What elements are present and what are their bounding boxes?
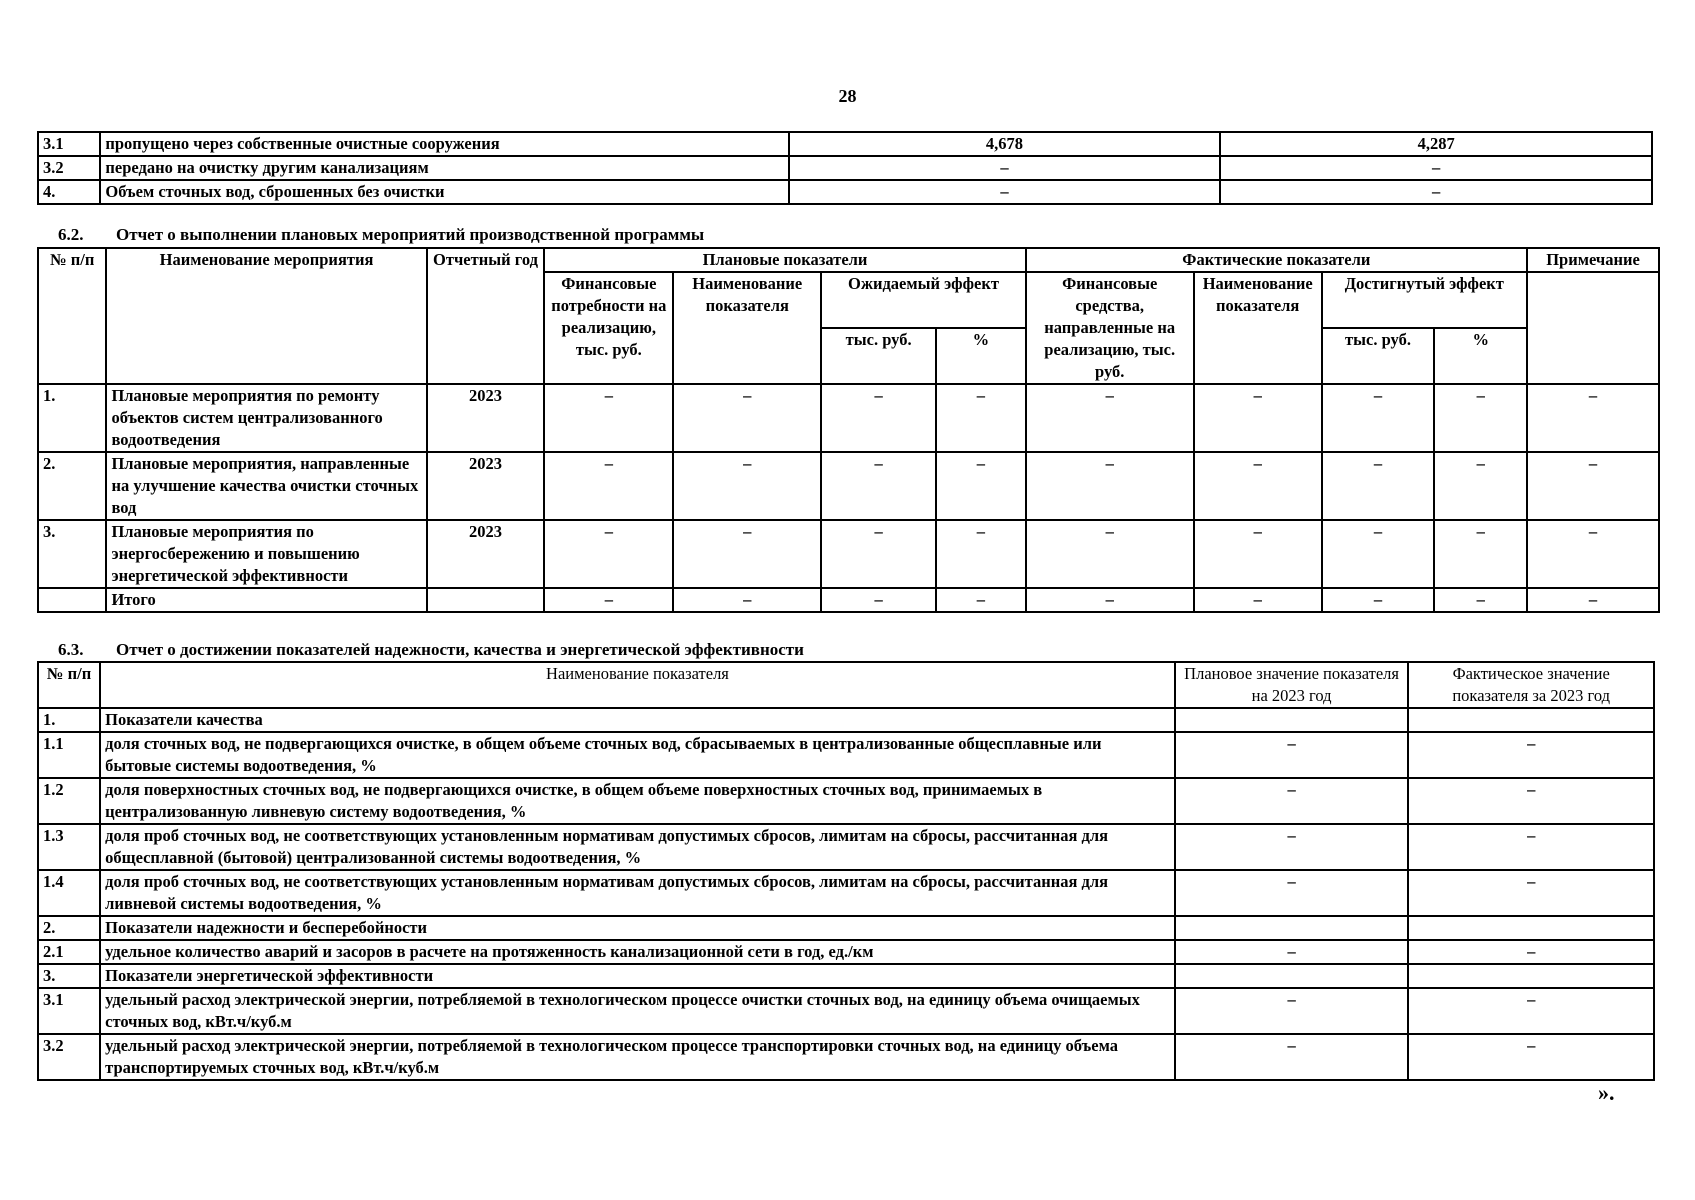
header-planned: Плановые показатели xyxy=(544,248,1025,272)
indicator-name: Показатели качества xyxy=(100,708,1175,732)
header-note: Примечание xyxy=(1527,248,1659,272)
table-row xyxy=(38,824,1654,870)
indicator-actual: – xyxy=(1408,824,1654,870)
activity-cell: – xyxy=(936,452,1026,520)
table-row xyxy=(38,916,1654,940)
indicator-number: 2.1 xyxy=(38,940,100,964)
total-cell: – xyxy=(1026,588,1194,612)
activity-cell: – xyxy=(1322,452,1435,520)
section-62-title-text: Отчет о выполнении плановых мероприятий производственной программы xyxy=(116,225,705,244)
row-name: передано на очистку другим канализациям xyxy=(100,156,788,180)
total-row xyxy=(38,588,1659,612)
activity-cell: – xyxy=(1194,384,1322,452)
activity-cell: – xyxy=(1026,520,1194,588)
indicator-actual xyxy=(1408,964,1654,988)
activity-cell: – xyxy=(673,384,821,452)
activity-name: Плановые мероприятия по ремонту объектов систем централизованного водоотведения xyxy=(106,384,426,452)
indicator-name: Показатели энергетической эффективности xyxy=(100,964,1175,988)
activity-number: 1. xyxy=(38,384,106,452)
activity-year: 2023 xyxy=(427,384,545,452)
row-value-2: 4,287 xyxy=(1220,132,1652,156)
table-row xyxy=(38,964,1654,988)
indicator-planned: – xyxy=(1175,824,1409,870)
table-row xyxy=(38,156,1652,180)
activity-cell: – xyxy=(1322,520,1435,588)
closing-mark: ». xyxy=(1598,1080,1615,1105)
activity-number: 2. xyxy=(38,452,106,520)
activity-year: 2023 xyxy=(427,452,545,520)
row-value-1: – xyxy=(789,180,1221,204)
indicator-actual: – xyxy=(1408,732,1654,778)
header-num-63: № п/п xyxy=(38,662,100,708)
row-value-2: – xyxy=(1220,156,1652,180)
section-63-title-text: Отчет о достижении показателей надежности, качества и энергетической эффективности xyxy=(116,640,804,659)
indicator-number: 3. xyxy=(38,964,100,988)
indicator-number: 1. xyxy=(38,708,100,732)
indicator-planned xyxy=(1175,708,1409,732)
activity-cell: – xyxy=(821,452,936,520)
table-row xyxy=(38,988,1654,1034)
header-activity-name: Наименование мероприятия xyxy=(106,248,426,384)
indicator-actual: – xyxy=(1408,778,1654,824)
activity-cell: – xyxy=(1527,452,1659,520)
section-63-number: 6.3. xyxy=(58,640,84,659)
table-row xyxy=(38,732,1654,778)
header-indicator-name: Наименование показателя xyxy=(100,662,1175,708)
activity-cell: – xyxy=(1322,384,1435,452)
row-name: пропущено через собственные очистные сооружения xyxy=(100,132,788,156)
page-number: 28 xyxy=(838,86,857,106)
total-cell: – xyxy=(936,588,1026,612)
header-actual-value: Фактическое значение показателя за 2023 год xyxy=(1408,662,1654,708)
indicator-actual xyxy=(1408,708,1654,732)
indicator-actual: – xyxy=(1408,988,1654,1034)
activity-cell: – xyxy=(1434,384,1527,452)
planned-activities-table xyxy=(37,247,1660,613)
activity-cell: – xyxy=(673,520,821,588)
top-table xyxy=(37,131,1653,205)
indicator-number: 3.1 xyxy=(38,988,100,1034)
indicator-number: 1.3 xyxy=(38,824,100,870)
indicator-planned: – xyxy=(1175,1034,1409,1080)
indicator-number: 3.2 xyxy=(38,1034,100,1080)
table-row xyxy=(38,180,1652,204)
header-thousand-rub-2: тыс. руб. xyxy=(1322,328,1435,384)
activity-cell: – xyxy=(1026,384,1194,452)
header-achieved-effect: Достигнутый эффект xyxy=(1322,272,1527,328)
activity-cell: – xyxy=(673,452,821,520)
indicator-name: доля сточных вод, не подвергающихся очистке, в общем объеме сточных вод, сбрасываемых в централизованные общесплавные или бытовые системы водоотведения, % xyxy=(100,732,1175,778)
indicator-planned xyxy=(1175,964,1409,988)
indicator-number: 1.2 xyxy=(38,778,100,824)
table-row xyxy=(38,452,1659,520)
total-cell: – xyxy=(673,588,821,612)
section-62-title xyxy=(58,225,704,245)
total-label: Итого xyxy=(106,588,426,612)
total-year-empty xyxy=(427,588,545,612)
activity-cell: – xyxy=(1527,384,1659,452)
row-number: 3.1 xyxy=(38,132,100,156)
table-row xyxy=(38,1034,1654,1080)
total-cell: – xyxy=(1194,588,1322,612)
indicator-planned: – xyxy=(1175,940,1409,964)
activity-number: 3. xyxy=(38,520,106,588)
activity-cell: – xyxy=(1194,452,1322,520)
header-note-empty xyxy=(1527,272,1659,384)
row-name: Объем сточных вод, сброшенных без очистки xyxy=(100,180,788,204)
row-value-2: – xyxy=(1220,180,1652,204)
activity-cell: – xyxy=(821,384,936,452)
row-number: 4. xyxy=(38,180,100,204)
activity-cell: – xyxy=(821,520,936,588)
indicator-actual: – xyxy=(1408,870,1654,916)
activity-cell: – xyxy=(544,452,673,520)
activity-cell: – xyxy=(1434,452,1527,520)
header-num: № п/п xyxy=(38,248,106,384)
activity-cell: – xyxy=(544,520,673,588)
indicator-planned: – xyxy=(1175,988,1409,1034)
activity-cell: – xyxy=(1434,520,1527,588)
header-percent: % xyxy=(936,328,1026,384)
total-cell: – xyxy=(1434,588,1527,612)
activity-cell: – xyxy=(936,384,1026,452)
indicators-table xyxy=(37,661,1655,1081)
header-thousand-rub: тыс. руб. xyxy=(821,328,936,384)
table-row xyxy=(38,870,1654,916)
indicator-planned: – xyxy=(1175,870,1409,916)
activity-cell: – xyxy=(544,384,673,452)
table-row xyxy=(38,132,1652,156)
section-63-title xyxy=(58,640,804,660)
total-cell: – xyxy=(1322,588,1435,612)
table-row xyxy=(38,384,1659,452)
header-ind-name: Наименование показателя xyxy=(673,272,821,384)
activity-cell: – xyxy=(936,520,1026,588)
table-row xyxy=(38,708,1654,732)
total-cell: – xyxy=(1527,588,1659,612)
indicator-name: удельный расход электрической энергии, потребляемой в технологическом процессе транспортировки сточных вод, на единицу объема транспортируемых сточных вод, кВт.ч/куб.м xyxy=(100,1034,1175,1080)
header-expected-effect: Ожидаемый эффект xyxy=(821,272,1025,328)
row-value-1: 4,678 xyxy=(789,132,1221,156)
total-cell: – xyxy=(821,588,936,612)
header-actual: Фактические показатели xyxy=(1026,248,1527,272)
indicator-actual xyxy=(1408,916,1654,940)
indicator-planned xyxy=(1175,916,1409,940)
total-cell: – xyxy=(544,588,673,612)
table-row xyxy=(38,520,1659,588)
header-report-year: Отчетный год xyxy=(427,248,545,384)
indicator-name: доля поверхностных сточных вод, не подвергающихся очистке, в общем объеме поверхностных сточных вод, принимаемых в централизованную ливневую систему водоотведения, % xyxy=(100,778,1175,824)
indicator-actual: – xyxy=(1408,940,1654,964)
table-row xyxy=(38,940,1654,964)
section-62-number: 6.2. xyxy=(58,225,84,244)
header-fin-means: Финансовые средства, направленные на реализацию, тыс. руб. xyxy=(1026,272,1194,384)
table-row xyxy=(38,778,1654,824)
header-percent-2: % xyxy=(1434,328,1527,384)
indicator-name: удельный расход электрической энергии, потребляемой в технологическом процессе очистки сточных вод, на единицу объема очищаемых сточных вод, кВт.ч/куб.м xyxy=(100,988,1175,1034)
activity-year: 2023 xyxy=(427,520,545,588)
row-value-1: – xyxy=(789,156,1221,180)
activity-cell: – xyxy=(1527,520,1659,588)
header-ind-name-2: Наименование показателя xyxy=(1194,272,1322,384)
indicator-name: удельное количество аварий и засоров в расчете на протяженность канализационной сети в год, ед./км xyxy=(100,940,1175,964)
total-number-empty xyxy=(38,588,106,612)
header-planned-value: Плановое значение показателя на 2023 год xyxy=(1175,662,1409,708)
indicator-name: доля проб сточных вод, не соответствующих установленным нормативам допустимых сбросов, лимитам на сбросы, рассчитанная для общесплавной (бытовой) централизованной системы водоотведения, % xyxy=(100,824,1175,870)
indicator-name: доля проб сточных вод, не соответствующих установленным нормативам допустимых сбросов, лимитам на сбросы, рассчитанная для ливневой системы водоотведения, % xyxy=(100,870,1175,916)
activity-name: Плановые мероприятия по энергосбережению и повышению энергетической эффективности xyxy=(106,520,426,588)
indicator-number: 1.4 xyxy=(38,870,100,916)
indicator-planned: – xyxy=(1175,732,1409,778)
indicator-number: 2. xyxy=(38,916,100,940)
header-fin-need: Финансовые потребности на реализацию, тыс. руб. xyxy=(544,272,673,384)
activity-cell: – xyxy=(1194,520,1322,588)
indicator-actual: – xyxy=(1408,1034,1654,1080)
indicator-number: 1.1 xyxy=(38,732,100,778)
row-number: 3.2 xyxy=(38,156,100,180)
activity-name: Плановые мероприятия, направленные на улучшение качества очистки сточных вод xyxy=(106,452,426,520)
indicator-name: Показатели надежности и бесперебойности xyxy=(100,916,1175,940)
indicator-planned: – xyxy=(1175,778,1409,824)
activity-cell: – xyxy=(1026,452,1194,520)
